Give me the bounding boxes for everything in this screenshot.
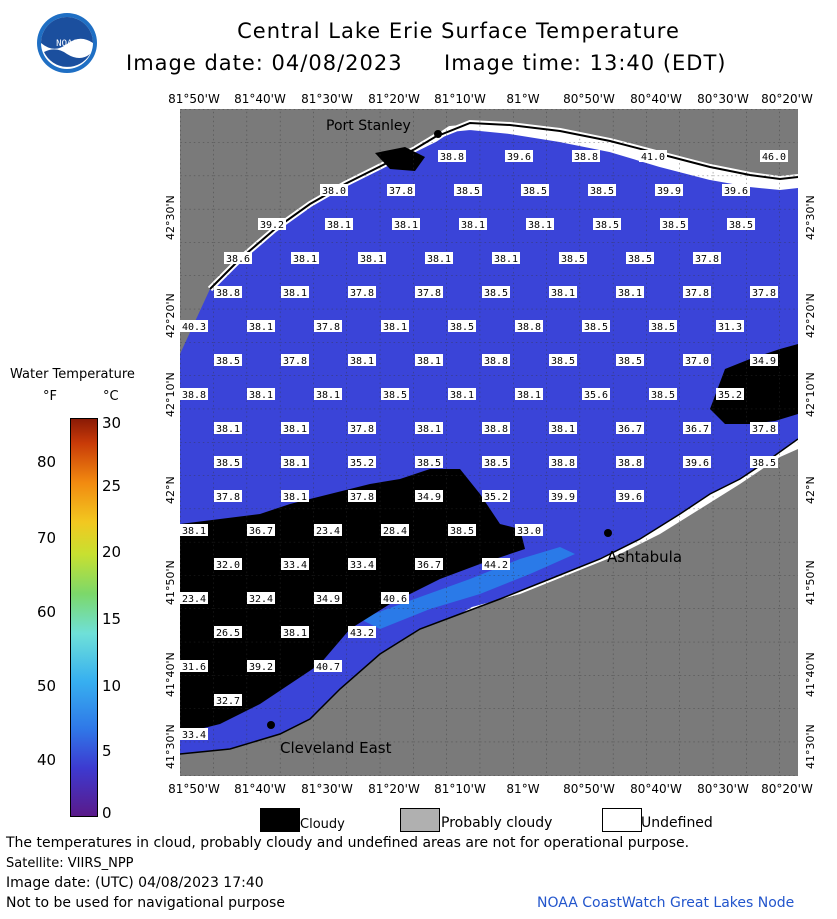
temperature-label-text: 38.1 bbox=[349, 356, 375, 367]
temperature-label-text: 38.1 bbox=[416, 424, 442, 435]
lat-label: 41°50'N bbox=[164, 560, 177, 606]
colorbar-f-tick: 80 bbox=[37, 453, 57, 471]
temperature-label bbox=[258, 218, 286, 231]
lat-label: 42°10'N bbox=[804, 372, 817, 418]
footer-utc-date: Image date: (UTC) 04/08/2023 17:40 bbox=[6, 875, 264, 891]
temperature-label bbox=[515, 388, 543, 401]
colorbar-c-tick: 30 bbox=[102, 414, 122, 432]
temperature-label bbox=[415, 286, 443, 299]
temperature-label-text: 38.1 bbox=[282, 288, 308, 299]
temperature-label bbox=[325, 218, 353, 231]
lon-label: 80°40'W bbox=[630, 782, 682, 796]
footer-nav-warning: Not to be used for navigational purpose bbox=[6, 895, 285, 911]
temperature-label-text: 38.1 bbox=[248, 322, 274, 333]
temperature-label-text: 38.8 bbox=[483, 356, 509, 367]
lon-label: 80°50'W bbox=[563, 92, 615, 106]
temperature-label-text: 40.7 bbox=[315, 662, 341, 673]
temperature-label-text: 35.6 bbox=[583, 390, 609, 401]
temperature-label bbox=[180, 388, 208, 401]
temperature-label-text: 33.0 bbox=[516, 526, 542, 537]
temperature-label-text: 38.1 bbox=[527, 220, 553, 231]
lat-label: 42°N bbox=[804, 476, 817, 504]
temperature-label-text: 33.4 bbox=[181, 730, 207, 741]
temperature-label-text: 40.3 bbox=[181, 322, 207, 333]
temperature-label-text: 35.2 bbox=[483, 492, 509, 503]
temperature-label bbox=[348, 422, 376, 435]
lon-label: 81°10'W bbox=[434, 782, 486, 796]
temperature-label bbox=[214, 286, 242, 299]
temperature-label-text: 37.0 bbox=[684, 356, 710, 367]
temperature-label bbox=[415, 490, 443, 503]
temperature-label bbox=[180, 660, 208, 673]
temperature-label bbox=[415, 422, 443, 435]
temperature-label bbox=[750, 456, 778, 469]
temperature-label bbox=[281, 286, 309, 299]
colorbar-unit-c: °C bbox=[103, 389, 119, 404]
colorbar-f-tick: 60 bbox=[37, 603, 57, 621]
temperature-label bbox=[415, 558, 443, 571]
temperature-label-text: 38.1 bbox=[550, 424, 576, 435]
temperature-label-text: 38.1 bbox=[516, 390, 542, 401]
temperature-label-text: 38.5 bbox=[416, 458, 442, 469]
temperature-label bbox=[348, 490, 376, 503]
temperature-label-text: 23.4 bbox=[315, 526, 341, 537]
lon-label: 81°20'W bbox=[368, 782, 420, 796]
temperature-label-text: 38.5 bbox=[661, 220, 687, 231]
temperature-label bbox=[683, 456, 711, 469]
temperature-label bbox=[314, 592, 342, 605]
temperature-label-text: 38.5 bbox=[522, 186, 548, 197]
noaa-logo-text: NOAA bbox=[56, 39, 78, 49]
temperature-label bbox=[281, 422, 309, 435]
temperature-label-text: 38.1 bbox=[460, 220, 486, 231]
temperature-label-text: 36.7 bbox=[684, 424, 710, 435]
temperature-label-text: 38.5 bbox=[215, 356, 241, 367]
temperature-label-text: 38.8 bbox=[181, 390, 207, 401]
temperature-label bbox=[559, 252, 587, 265]
temperature-label-text: 38.0 bbox=[321, 186, 347, 197]
temperature-label bbox=[448, 320, 476, 333]
temperature-label-text: 38.1 bbox=[282, 492, 308, 503]
temperature-label bbox=[224, 252, 252, 265]
temperature-label-text: 36.7 bbox=[416, 560, 442, 571]
temperature-label-text: 38.5 bbox=[382, 390, 408, 401]
temperature-label bbox=[693, 252, 721, 265]
temperature-label-text: 38.1 bbox=[292, 254, 318, 265]
temperature-label-text: 36.7 bbox=[248, 526, 274, 537]
temperature-label-text: 38.5 bbox=[589, 186, 615, 197]
temperature-label bbox=[549, 456, 577, 469]
temperature-label bbox=[616, 286, 644, 299]
lon-label: 81°40'W bbox=[234, 782, 286, 796]
temperature-label-text: 41.0 bbox=[640, 152, 666, 163]
temperature-label-text: 38.1 bbox=[181, 526, 207, 537]
temperature-label bbox=[247, 320, 275, 333]
lat-label: 42°10'N bbox=[164, 372, 177, 418]
temperature-label-text: 26.5 bbox=[215, 628, 241, 639]
temperature-label bbox=[716, 388, 744, 401]
temperature-label bbox=[180, 592, 208, 605]
lon-label: 81°30'W bbox=[301, 782, 353, 796]
temperature-label bbox=[482, 558, 510, 571]
temperature-label-text: 38.5 bbox=[617, 356, 643, 367]
temperature-label-text: 37.8 bbox=[751, 288, 777, 299]
colorbar-f-tick: 70 bbox=[37, 529, 57, 547]
lon-label: 81°30'W bbox=[301, 92, 353, 106]
temperature-label bbox=[247, 388, 275, 401]
temperature-label bbox=[381, 524, 409, 537]
temperature-label-text: 38.1 bbox=[315, 390, 341, 401]
temperature-label-text: 38.8 bbox=[439, 152, 465, 163]
temperature-label bbox=[482, 422, 510, 435]
temperature-label bbox=[247, 592, 275, 605]
temperature-label bbox=[348, 354, 376, 367]
temperature-label bbox=[588, 184, 616, 197]
lat-label: 41°50'N bbox=[804, 560, 817, 606]
temperature-label bbox=[616, 456, 644, 469]
temperature-label bbox=[649, 320, 677, 333]
temperature-label-text: 39.6 bbox=[723, 186, 749, 197]
temperature-label bbox=[572, 150, 600, 163]
colorbar-title: Water Temperature bbox=[10, 367, 135, 382]
temperature-label-text: 38.5 bbox=[215, 458, 241, 469]
lat-label: 42°30'N bbox=[804, 195, 817, 241]
temperature-label-text: 38.8 bbox=[573, 152, 599, 163]
image-date: Image date: 04/08/2023 bbox=[126, 51, 403, 75]
lon-label: 80°30'W bbox=[697, 782, 749, 796]
temperature-label-text: 38.6 bbox=[225, 254, 251, 265]
temperature-label-text: 38.1 bbox=[426, 254, 452, 265]
temperature-label bbox=[358, 252, 386, 265]
temperature-label bbox=[683, 422, 711, 435]
temperature-label bbox=[760, 150, 788, 163]
temperature-label bbox=[616, 354, 644, 367]
temperature-label-text: 38.8 bbox=[215, 288, 241, 299]
temperature-label bbox=[626, 252, 654, 265]
temperature-label-text: 38.1 bbox=[416, 356, 442, 367]
temperature-label bbox=[314, 320, 342, 333]
temperature-label bbox=[515, 320, 543, 333]
temperature-label bbox=[582, 388, 610, 401]
temperature-label-text: 38.5 bbox=[449, 526, 475, 537]
temperature-label-text: 34.9 bbox=[416, 492, 442, 503]
footer-satellite: Satellite: VIIRS_NPP bbox=[6, 856, 134, 871]
temperature-label bbox=[683, 354, 711, 367]
temperature-label-text: 35.2 bbox=[717, 390, 743, 401]
temperature-label bbox=[415, 354, 443, 367]
colorbar-c-tick: 5 bbox=[102, 742, 112, 760]
temperature-label-text: 37.8 bbox=[349, 492, 375, 503]
footer-disclaimer: The temperatures in cloud, probably cloudy and undefined areas are not for operational purpose. bbox=[6, 835, 690, 851]
temperature-label-text: 38.5 bbox=[449, 322, 475, 333]
temperature-label-text: 39.2 bbox=[248, 662, 274, 673]
lat-label: 42°20'N bbox=[164, 293, 177, 339]
temperature-label bbox=[281, 354, 309, 367]
temperature-label-text: 37.8 bbox=[684, 288, 710, 299]
temperature-label-text: 38.1 bbox=[248, 390, 274, 401]
temperature-label-text: 39.9 bbox=[550, 492, 576, 503]
temperature-label bbox=[214, 558, 242, 571]
temperature-label-text: 34.9 bbox=[751, 356, 777, 367]
temperature-label-text: 38.5 bbox=[560, 254, 586, 265]
lat-label: 41°30'N bbox=[804, 724, 817, 770]
lat-label: 41°40'N bbox=[164, 652, 177, 698]
temperature-label-text: 34.9 bbox=[315, 594, 341, 605]
legend-cloudy-swatch bbox=[260, 808, 300, 832]
temperature-label-text: 46.0 bbox=[761, 152, 787, 163]
colorbar-c-tick: 10 bbox=[102, 677, 122, 695]
colorbar-c-tick: 25 bbox=[102, 477, 122, 495]
temperature-label-text: 38.1 bbox=[382, 322, 408, 333]
lon-label: 81°20'W bbox=[368, 92, 420, 106]
colorbar-c-tick: 15 bbox=[102, 610, 122, 628]
temperature-label bbox=[505, 150, 533, 163]
temperature-label bbox=[214, 626, 242, 639]
temperature-label-text: 35.2 bbox=[349, 458, 375, 469]
temperature-label bbox=[655, 184, 683, 197]
cleveland-east-marker bbox=[267, 721, 275, 729]
temperature-label-text: 39.9 bbox=[656, 186, 682, 197]
colorbar-f-tick: 50 bbox=[37, 677, 57, 695]
temperature-label-text: 38.8 bbox=[516, 322, 542, 333]
temperature-label bbox=[515, 524, 543, 537]
temperature-label-text: 38.5 bbox=[751, 458, 777, 469]
lon-label: 80°30'W bbox=[697, 92, 749, 106]
temperature-label bbox=[180, 320, 208, 333]
temperature-label-text: 37.8 bbox=[349, 424, 375, 435]
temperature-label-text: 38.5 bbox=[594, 220, 620, 231]
temperature-label-text: 40.6 bbox=[382, 594, 408, 605]
temperature-label-text: 39.2 bbox=[259, 220, 285, 231]
temperature-label-text: 38.1 bbox=[449, 390, 475, 401]
temperature-label bbox=[454, 184, 482, 197]
lat-label: 42°N bbox=[164, 476, 177, 504]
colorbar-unit-f: °F bbox=[43, 389, 57, 404]
temperature-label bbox=[214, 422, 242, 435]
colorbar-c-tick: 20 bbox=[102, 543, 122, 561]
temperature-label-text: 38.1 bbox=[282, 458, 308, 469]
temperature-label-text: 37.8 bbox=[282, 356, 308, 367]
place-cleveland-east: Cleveland East bbox=[280, 739, 392, 757]
temperature-label-text: 31.3 bbox=[717, 322, 743, 333]
temperature-label-text: 38.1 bbox=[617, 288, 643, 299]
place-ashtabula: Ashtabula bbox=[607, 548, 683, 566]
temperature-label-text: 38.1 bbox=[393, 220, 419, 231]
temperature-label bbox=[750, 354, 778, 367]
temperature-label-text: 39.6 bbox=[506, 152, 532, 163]
temperature-label bbox=[415, 456, 443, 469]
temperature-label-text: 37.8 bbox=[215, 492, 241, 503]
lon-label: 80°20'W bbox=[761, 92, 813, 106]
temperature-label-text: 37.8 bbox=[416, 288, 442, 299]
temperature-label bbox=[381, 388, 409, 401]
temperature-label-text: 38.1 bbox=[326, 220, 352, 231]
temperature-label-text: 38.5 bbox=[627, 254, 653, 265]
temperature-label bbox=[521, 184, 549, 197]
temperature-label bbox=[616, 490, 644, 503]
temperature-label bbox=[492, 252, 520, 265]
temperature-label bbox=[381, 592, 409, 605]
temperature-label-text: 38.5 bbox=[483, 288, 509, 299]
temperature-label bbox=[314, 524, 342, 537]
lon-label: 80°40'W bbox=[630, 92, 682, 106]
temperature-label bbox=[348, 558, 376, 571]
temperature-label-text: 38.5 bbox=[483, 458, 509, 469]
temperature-label bbox=[387, 184, 415, 197]
temperature-label bbox=[214, 490, 242, 503]
temperature-label bbox=[549, 286, 577, 299]
legend-probably-cloudy-label: Probably cloudy bbox=[441, 815, 553, 831]
temperature-label bbox=[549, 490, 577, 503]
temperature-label bbox=[180, 728, 208, 741]
temperature-label bbox=[722, 184, 750, 197]
temperature-label-text: 33.4 bbox=[282, 560, 308, 571]
temperature-label-text: 32.7 bbox=[215, 696, 241, 707]
temperature-label bbox=[291, 252, 319, 265]
temperature-label bbox=[247, 524, 275, 537]
temperature-label-text: 39.6 bbox=[684, 458, 710, 469]
temperature-label-text: 38.8 bbox=[617, 458, 643, 469]
temperature-label bbox=[214, 694, 242, 707]
temperature-label-text: 28.4 bbox=[382, 526, 408, 537]
temperature-label bbox=[616, 422, 644, 435]
temperature-label-text: 38.5 bbox=[583, 322, 609, 333]
lon-label: 81°50'W bbox=[168, 92, 220, 106]
temperature-label bbox=[214, 354, 242, 367]
lat-label: 41°40'N bbox=[804, 652, 817, 698]
temperature-label-text: 38.1 bbox=[359, 254, 385, 265]
temperature-label bbox=[180, 524, 208, 537]
temperature-label-text: 38.5 bbox=[728, 220, 754, 231]
colorbar-c-tick: 0 bbox=[102, 804, 112, 822]
temperature-label bbox=[281, 456, 309, 469]
temperature-label-text: 32.4 bbox=[248, 594, 274, 605]
temperature-label bbox=[459, 218, 487, 231]
temperature-label bbox=[348, 456, 376, 469]
temperature-label-text: 38.8 bbox=[483, 424, 509, 435]
temperature-label bbox=[438, 150, 466, 163]
temperature-label-text: 32.0 bbox=[215, 560, 241, 571]
temperature-label bbox=[549, 354, 577, 367]
temperature-label bbox=[482, 286, 510, 299]
footer-credit: NOAA CoastWatch Great Lakes Node bbox=[537, 895, 795, 911]
temperature-label bbox=[348, 286, 376, 299]
legend-probably-cloudy-swatch bbox=[400, 808, 440, 832]
temperature-label-text: 38.5 bbox=[550, 356, 576, 367]
temperature-label-text: 44.2 bbox=[483, 560, 509, 571]
lon-label: 81°10'W bbox=[434, 92, 486, 106]
temperature-label bbox=[281, 626, 309, 639]
temperature-label bbox=[448, 388, 476, 401]
temperature-label-text: 38.8 bbox=[550, 458, 576, 469]
temperature-map bbox=[180, 109, 798, 776]
temperature-label-text: 38.5 bbox=[650, 322, 676, 333]
temperature-label bbox=[348, 626, 376, 639]
temperature-label bbox=[593, 218, 621, 231]
temperature-label bbox=[247, 660, 275, 673]
temperature-label bbox=[482, 490, 510, 503]
temperature-label-text: 38.1 bbox=[282, 628, 308, 639]
temperature-label bbox=[320, 184, 348, 197]
temperature-label bbox=[381, 320, 409, 333]
colorbar bbox=[70, 418, 98, 817]
temperature-label bbox=[448, 524, 476, 537]
lat-label: 42°30'N bbox=[164, 195, 177, 241]
temperature-label-text: 38.1 bbox=[282, 424, 308, 435]
temperature-label bbox=[281, 490, 309, 503]
temperature-label-text: 23.4 bbox=[181, 594, 207, 605]
legend-cloudy-label: Cloudy bbox=[300, 817, 345, 832]
temperature-label bbox=[582, 320, 610, 333]
temperature-label bbox=[482, 354, 510, 367]
lon-label: 81°W bbox=[506, 782, 540, 796]
temperature-label bbox=[649, 388, 677, 401]
temperature-label-text: 37.8 bbox=[751, 424, 777, 435]
temperature-label bbox=[750, 422, 778, 435]
colorbar-f-tick: 40 bbox=[37, 751, 57, 769]
temperature-label bbox=[716, 320, 744, 333]
temperature-label bbox=[392, 218, 420, 231]
temperature-label-text: 36.7 bbox=[617, 424, 643, 435]
legend-undefined-label: Undefined bbox=[641, 815, 713, 831]
temperature-label bbox=[683, 286, 711, 299]
lon-label: 80°50'W bbox=[563, 782, 615, 796]
port-stanley-marker bbox=[434, 130, 442, 138]
temperature-label bbox=[214, 456, 242, 469]
legend-undefined-swatch bbox=[602, 808, 642, 832]
lon-label: 80°20'W bbox=[761, 782, 813, 796]
temperature-label-text: 38.1 bbox=[215, 424, 241, 435]
temperature-label bbox=[549, 422, 577, 435]
temperature-label-text: 37.8 bbox=[388, 186, 414, 197]
temperature-label-text: 38.1 bbox=[493, 254, 519, 265]
temperature-label bbox=[482, 456, 510, 469]
temperature-label-text: 43.2 bbox=[349, 628, 375, 639]
temperature-label-text: 31.6 bbox=[181, 662, 207, 673]
temperature-label-text: 37.8 bbox=[349, 288, 375, 299]
lat-label: 42°20'N bbox=[804, 293, 817, 339]
temperature-label bbox=[425, 252, 453, 265]
temperature-label bbox=[660, 218, 688, 231]
temperature-label bbox=[727, 218, 755, 231]
temperature-label bbox=[639, 150, 667, 163]
temperature-label bbox=[526, 218, 554, 231]
temperature-label-text: 33.4 bbox=[349, 560, 375, 571]
lon-label: 81°40'W bbox=[234, 92, 286, 106]
place-port-stanley: Port Stanley bbox=[326, 118, 411, 134]
image-time: Image time: 13:40 (EDT) bbox=[444, 51, 727, 75]
temperature-label-text: 37.8 bbox=[694, 254, 720, 265]
temperature-label bbox=[750, 286, 778, 299]
lat-label: 41°30'N bbox=[164, 724, 177, 770]
map-title: Central Lake Erie Surface Temperature bbox=[237, 19, 680, 43]
temperature-label bbox=[281, 558, 309, 571]
temperature-label bbox=[314, 660, 342, 673]
temperature-label-text: 39.6 bbox=[617, 492, 643, 503]
temperature-label-text: 37.8 bbox=[315, 322, 341, 333]
temperature-label-text: 38.5 bbox=[650, 390, 676, 401]
lon-label: 81°W bbox=[506, 92, 540, 106]
ashtabula-marker bbox=[604, 529, 612, 537]
lon-label: 81°50'W bbox=[168, 782, 220, 796]
temperature-label-text: 38.1 bbox=[550, 288, 576, 299]
temperature-label bbox=[314, 388, 342, 401]
temperature-label-text: 38.5 bbox=[455, 186, 481, 197]
